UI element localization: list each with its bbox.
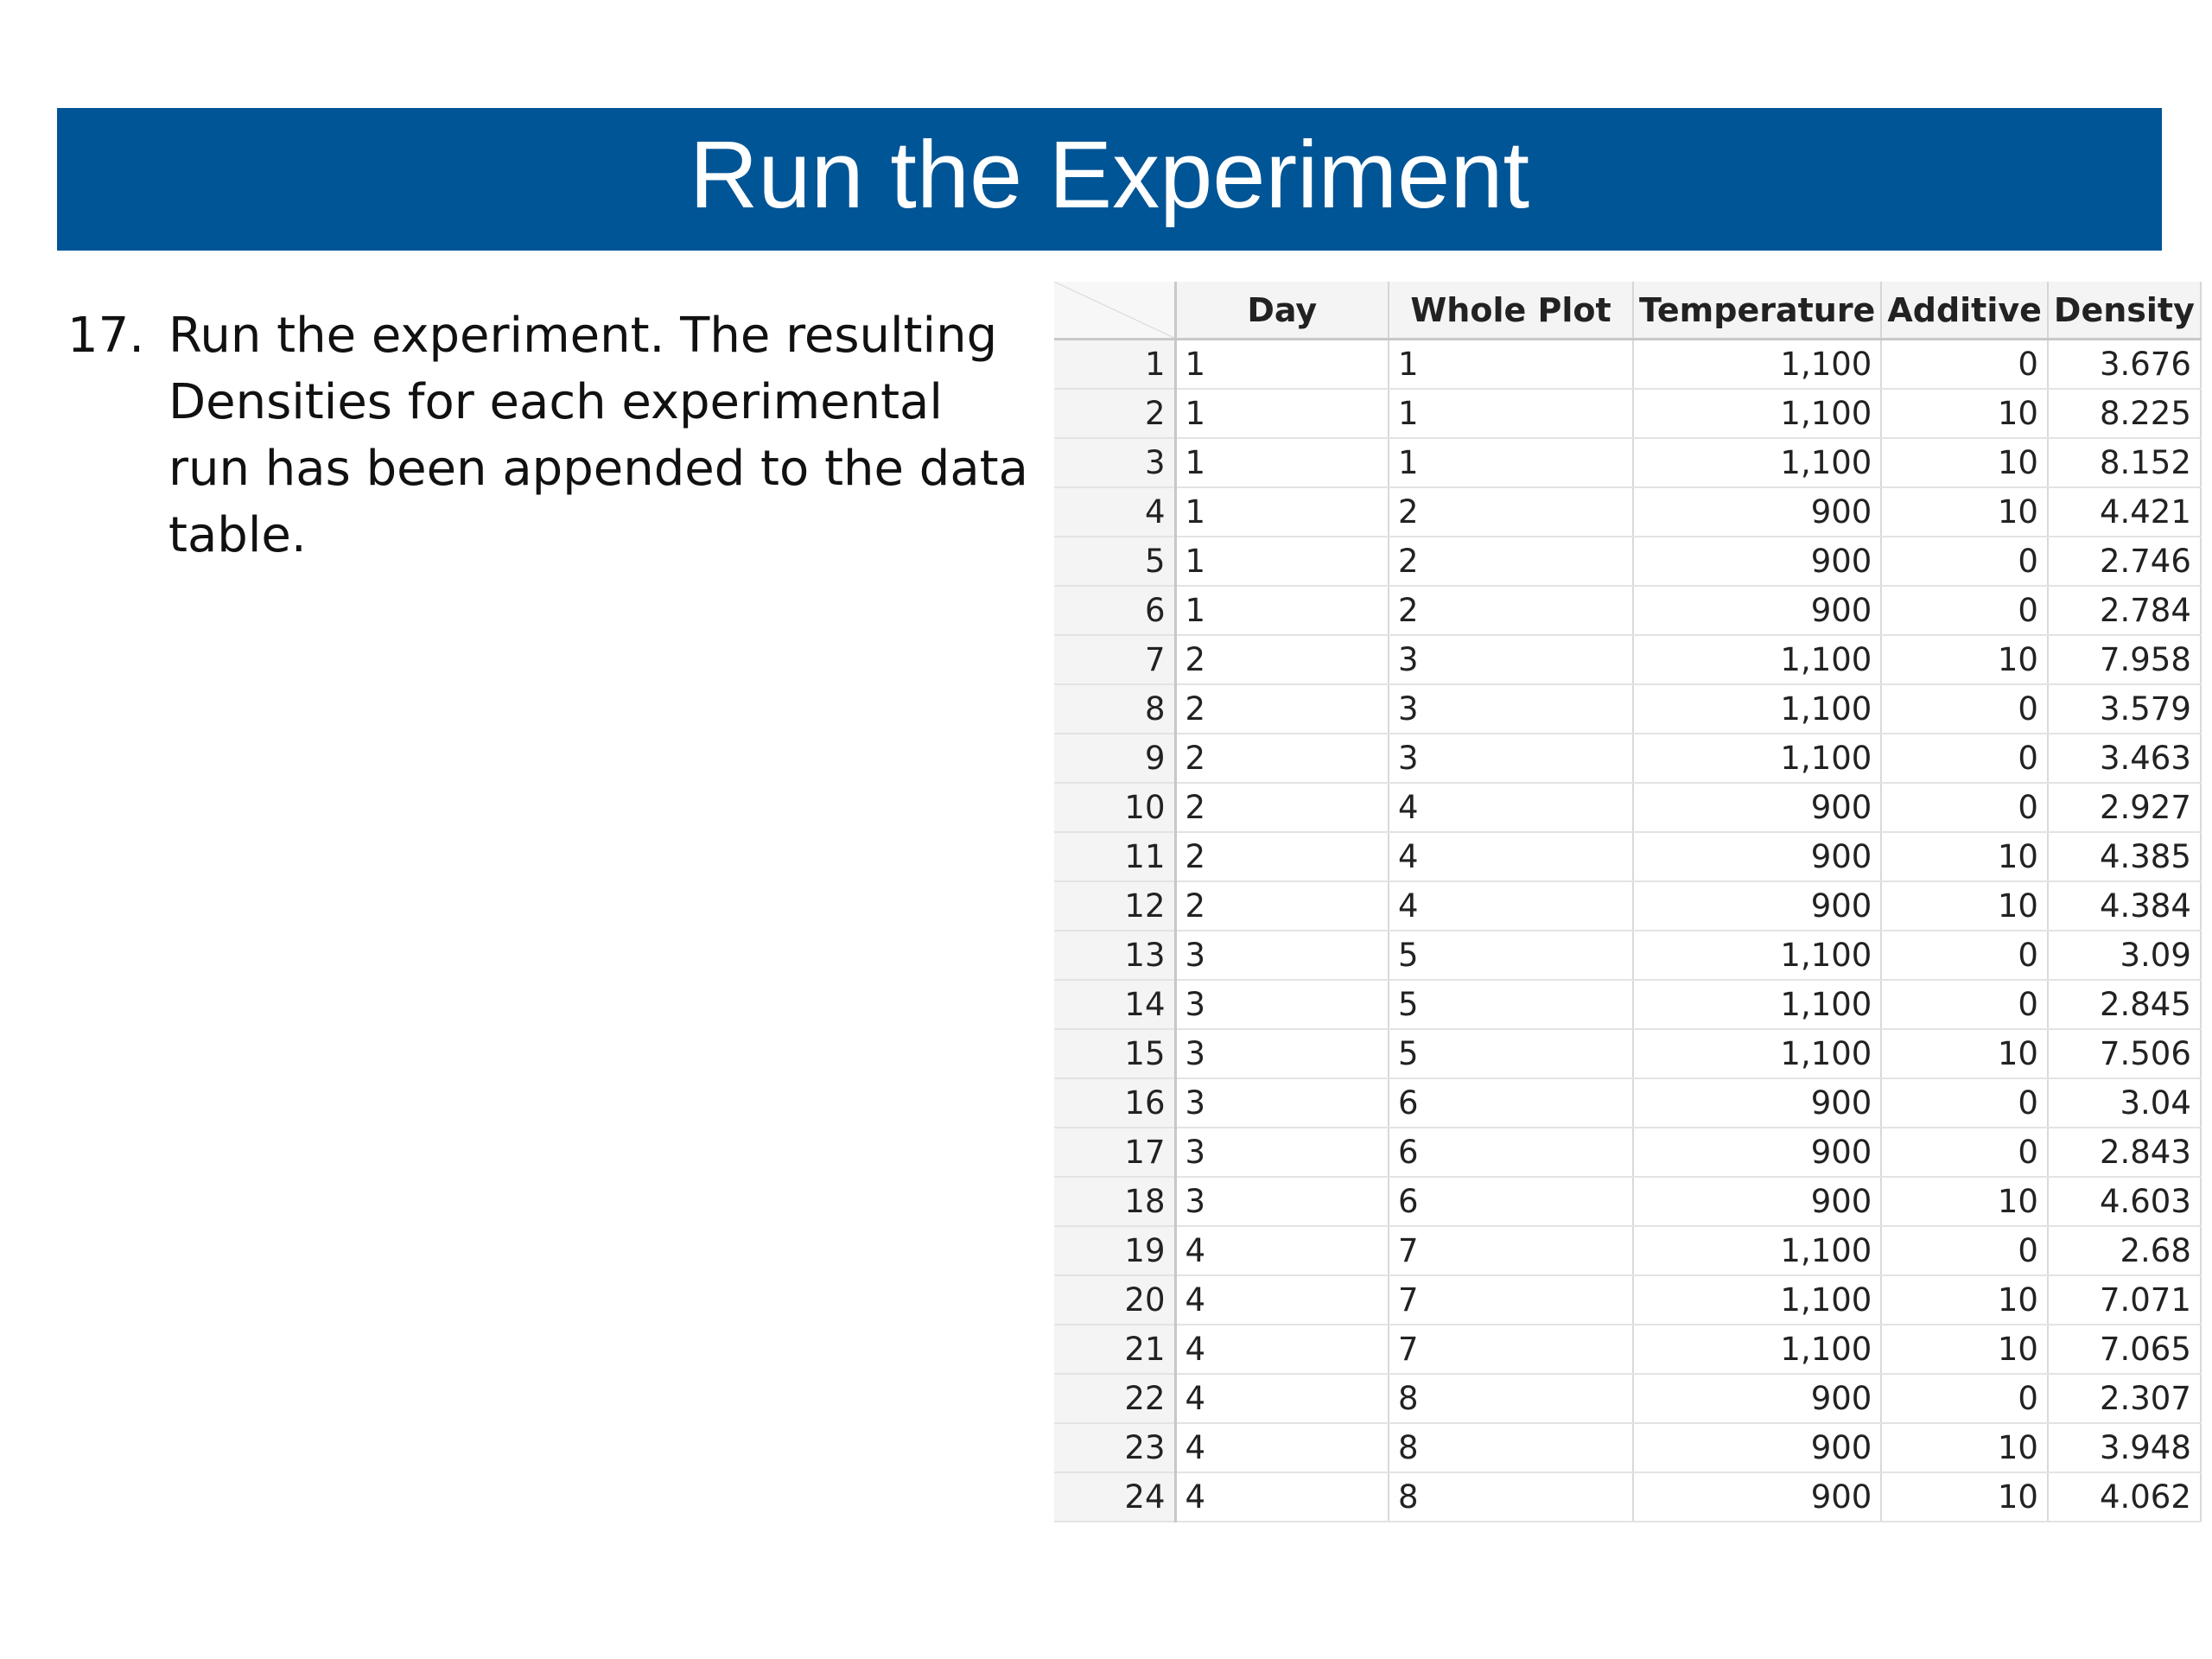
- column-header-whole-plot[interactable]: Whole Plot: [1389, 282, 1633, 340]
- cell-temperature[interactable]: 900: [1633, 832, 1881, 881]
- row-number[interactable]: 16: [1054, 1078, 1175, 1128]
- cell-whole-plot[interactable]: 6: [1389, 1128, 1633, 1177]
- table-row[interactable]: [1054, 1078, 2201, 1128]
- row-number[interactable]: 21: [1054, 1325, 1175, 1374]
- cell-density[interactable]: 2.843: [2048, 1128, 2201, 1177]
- table-row[interactable]: [1054, 832, 2201, 881]
- table-row[interactable]: [1054, 1275, 2201, 1325]
- table-row[interactable]: [1054, 980, 2201, 1029]
- cell-density[interactable]: 7.071: [2048, 1275, 2201, 1325]
- cell-density[interactable]: 3.948: [2048, 1423, 2201, 1472]
- step-text: Run the experiment. The resulting Densities for each experimental run has been appended to the data table.: [168, 308, 1028, 563]
- cell-density[interactable]: 4.385: [2048, 832, 2201, 881]
- column-header-temperature[interactable]: Temperature: [1633, 282, 1881, 340]
- cell-whole-plot[interactable]: 5: [1389, 1029, 1633, 1078]
- row-number[interactable]: 14: [1054, 980, 1175, 1029]
- row-number[interactable]: 20: [1054, 1275, 1175, 1325]
- row-number[interactable]: 22: [1054, 1374, 1175, 1423]
- table-row[interactable]: [1054, 635, 2201, 684]
- cell-density[interactable]: 2.68: [2048, 1226, 2201, 1275]
- cell-temperature[interactable]: 1,100: [1633, 1325, 1881, 1374]
- cell-temperature[interactable]: 1,100: [1633, 1226, 1881, 1275]
- column-header-additive[interactable]: Additive: [1881, 282, 2048, 340]
- cell-additive[interactable]: 0: [1881, 1128, 2048, 1177]
- row-number[interactable]: 3: [1054, 438, 1175, 487]
- table-row[interactable]: [1054, 684, 2201, 734]
- cell-day[interactable]: 4: [1175, 1325, 1389, 1374]
- cell-density[interactable]: 2.746: [2048, 537, 2201, 586]
- cell-whole-plot[interactable]: 6: [1389, 1177, 1633, 1226]
- cell-day[interactable]: 1: [1175, 389, 1389, 438]
- cell-whole-plot[interactable]: 4: [1389, 783, 1633, 832]
- cell-density[interactable]: 2.845: [2048, 980, 2201, 1029]
- table-row[interactable]: [1054, 783, 2201, 832]
- table-row[interactable]: [1054, 1472, 2201, 1522]
- cell-temperature[interactable]: 1,100: [1633, 340, 1881, 390]
- cell-additive[interactable]: 0: [1881, 1226, 2048, 1275]
- cell-additive[interactable]: 10: [1881, 1325, 2048, 1374]
- cell-density[interactable]: 7.506: [2048, 1029, 2201, 1078]
- table-row[interactable]: [1054, 1423, 2201, 1472]
- row-number[interactable]: 9: [1054, 734, 1175, 783]
- cell-density[interactable]: 3.579: [2048, 684, 2201, 734]
- cell-whole-plot[interactable]: 3: [1389, 635, 1633, 684]
- table-row[interactable]: [1054, 1177, 2201, 1226]
- cell-day[interactable]: 1: [1175, 438, 1389, 487]
- cell-density[interactable]: 4.384: [2048, 881, 2201, 931]
- cell-temperature[interactable]: 1,100: [1633, 734, 1881, 783]
- cell-density[interactable]: 2.307: [2048, 1374, 2201, 1423]
- table-row[interactable]: [1054, 438, 2201, 487]
- cell-density[interactable]: 4.603: [2048, 1177, 2201, 1226]
- row-number[interactable]: 8: [1054, 684, 1175, 734]
- cell-additive[interactable]: 0: [1881, 537, 2048, 586]
- title-banner: [57, 108, 2162, 251]
- table-body: [1054, 340, 2201, 1522]
- cell-day[interactable]: 1: [1175, 340, 1389, 390]
- table-row[interactable]: [1054, 931, 2201, 980]
- row-number[interactable]: 7: [1054, 635, 1175, 684]
- cell-day[interactable]: 1: [1175, 537, 1389, 586]
- cell-additive[interactable]: 10: [1881, 487, 2048, 537]
- cell-additive[interactable]: 10: [1881, 881, 2048, 931]
- cell-temperature[interactable]: 1,100: [1633, 389, 1881, 438]
- cell-day[interactable]: 4: [1175, 1423, 1389, 1472]
- cell-density[interactable]: 3.04: [2048, 1078, 2201, 1128]
- cell-additive[interactable]: 10: [1881, 832, 2048, 881]
- cell-day[interactable]: 3: [1175, 1128, 1389, 1177]
- cell-temperature[interactable]: 900: [1633, 1128, 1881, 1177]
- cell-day[interactable]: 2: [1175, 881, 1389, 931]
- cell-density[interactable]: 8.225: [2048, 389, 2201, 438]
- cell-additive[interactable]: 0: [1881, 980, 2048, 1029]
- cell-density[interactable]: 4.421: [2048, 487, 2201, 537]
- cell-density[interactable]: 3.676: [2048, 340, 2201, 390]
- row-number[interactable]: 23: [1054, 1423, 1175, 1472]
- cell-additive[interactable]: 0: [1881, 734, 2048, 783]
- row-number[interactable]: 4: [1054, 487, 1175, 537]
- cell-day[interactable]: 3: [1175, 980, 1389, 1029]
- cell-day[interactable]: 2: [1175, 635, 1389, 684]
- cell-additive[interactable]: 10: [1881, 389, 2048, 438]
- table-row[interactable]: [1054, 586, 2201, 635]
- cell-additive[interactable]: 0: [1881, 1374, 2048, 1423]
- cell-temperature[interactable]: 900: [1633, 1374, 1881, 1423]
- cell-additive[interactable]: 10: [1881, 635, 2048, 684]
- table-row[interactable]: [1054, 1029, 2201, 1078]
- cell-whole-plot[interactable]: 8: [1389, 1423, 1633, 1472]
- cell-temperature[interactable]: 1,100: [1633, 931, 1881, 980]
- cell-additive[interactable]: 10: [1881, 1275, 2048, 1325]
- cell-whole-plot[interactable]: 1: [1389, 389, 1633, 438]
- cell-whole-plot[interactable]: 7: [1389, 1325, 1633, 1374]
- table-row[interactable]: [1054, 389, 2201, 438]
- cell-whole-plot[interactable]: 1: [1389, 340, 1633, 390]
- column-header-day[interactable]: Day: [1175, 282, 1389, 340]
- cell-additive[interactable]: 0: [1881, 586, 2048, 635]
- cell-temperature[interactable]: 1,100: [1633, 438, 1881, 487]
- cell-day[interactable]: 3: [1175, 1078, 1389, 1128]
- row-number[interactable]: 19: [1054, 1226, 1175, 1275]
- cell-whole-plot[interactable]: 3: [1389, 684, 1633, 734]
- cell-day[interactable]: 1: [1175, 586, 1389, 635]
- cell-temperature[interactable]: 1,100: [1633, 980, 1881, 1029]
- cell-additive[interactable]: 0: [1881, 1078, 2048, 1128]
- cell-temperature[interactable]: 900: [1633, 487, 1881, 537]
- cell-additive[interactable]: 0: [1881, 684, 2048, 734]
- cell-temperature[interactable]: 900: [1633, 881, 1881, 931]
- table-row[interactable]: [1054, 734, 2201, 783]
- row-number[interactable]: 1: [1054, 340, 1175, 390]
- table-row[interactable]: [1054, 1128, 2201, 1177]
- row-number[interactable]: 18: [1054, 1177, 1175, 1226]
- row-number[interactable]: 24: [1054, 1472, 1175, 1522]
- table-row[interactable]: [1054, 881, 2201, 931]
- cell-whole-plot[interactable]: 7: [1389, 1275, 1633, 1325]
- cell-temperature[interactable]: 900: [1633, 1078, 1881, 1128]
- cell-temperature[interactable]: 900: [1633, 537, 1881, 586]
- cell-temperature[interactable]: 900: [1633, 1177, 1881, 1226]
- cell-whole-plot[interactable]: 4: [1389, 832, 1633, 881]
- cell-day[interactable]: 2: [1175, 832, 1389, 881]
- table-row[interactable]: [1054, 537, 2201, 586]
- cell-day[interactable]: 2: [1175, 684, 1389, 734]
- table-row[interactable]: [1054, 340, 2201, 390]
- cell-density[interactable]: 3.09: [2048, 931, 2201, 980]
- cell-density[interactable]: 7.958: [2048, 635, 2201, 684]
- data-table-container: [1054, 282, 2202, 1522]
- cell-whole-plot[interactable]: 5: [1389, 931, 1633, 980]
- cell-whole-plot[interactable]: 7: [1389, 1226, 1633, 1275]
- cell-additive[interactable]: 10: [1881, 1423, 2048, 1472]
- cell-whole-plot[interactable]: 3: [1389, 734, 1633, 783]
- row-number[interactable]: 6: [1054, 586, 1175, 635]
- cell-day[interactable]: 4: [1175, 1472, 1389, 1522]
- cell-whole-plot[interactable]: 1: [1389, 438, 1633, 487]
- cell-day[interactable]: 3: [1175, 931, 1389, 980]
- row-number[interactable]: 5: [1054, 537, 1175, 586]
- cell-whole-plot[interactable]: 2: [1389, 537, 1633, 586]
- cell-day[interactable]: 2: [1175, 783, 1389, 832]
- cell-density[interactable]: 7.065: [2048, 1325, 2201, 1374]
- step-number: 17.: [67, 308, 145, 364]
- cell-additive[interactable]: 0: [1881, 931, 2048, 980]
- cell-whole-plot[interactable]: 2: [1389, 487, 1633, 537]
- cell-whole-plot[interactable]: 6: [1389, 1078, 1633, 1128]
- cell-density[interactable]: 3.463: [2048, 734, 2201, 783]
- table-row[interactable]: [1054, 1226, 2201, 1275]
- cell-density[interactable]: 4.062: [2048, 1472, 2201, 1522]
- column-header-density[interactable]: Density: [2048, 282, 2201, 340]
- cell-additive[interactable]: 0: [1881, 340, 2048, 390]
- cell-density[interactable]: 8.152: [2048, 438, 2201, 487]
- row-number[interactable]: 17: [1054, 1128, 1175, 1177]
- row-number[interactable]: 15: [1054, 1029, 1175, 1078]
- cell-additive[interactable]: 10: [1881, 1472, 2048, 1522]
- cell-day[interactable]: 2: [1175, 734, 1389, 783]
- row-number[interactable]: 11: [1054, 832, 1175, 881]
- cell-temperature[interactable]: 1,100: [1633, 635, 1881, 684]
- slide-title: Run the Experiment: [689, 121, 1530, 228]
- row-number[interactable]: 10: [1054, 783, 1175, 832]
- cell-whole-plot[interactable]: 5: [1389, 980, 1633, 1029]
- cell-day[interactable]: 4: [1175, 1374, 1389, 1423]
- cell-day[interactable]: 3: [1175, 1177, 1389, 1226]
- cell-whole-plot[interactable]: 8: [1389, 1472, 1633, 1522]
- cell-whole-plot[interactable]: 4: [1389, 881, 1633, 931]
- cell-temperature[interactable]: 900: [1633, 586, 1881, 635]
- cell-additive[interactable]: 0: [1881, 783, 2048, 832]
- cell-density[interactable]: 2.784: [2048, 586, 2201, 635]
- cell-whole-plot[interactable]: 2: [1389, 586, 1633, 635]
- cell-day[interactable]: 4: [1175, 1275, 1389, 1325]
- cell-density[interactable]: 2.927: [2048, 783, 2201, 832]
- cell-additive[interactable]: 10: [1881, 1177, 2048, 1226]
- table-header-row: [1054, 282, 2201, 340]
- cell-temperature[interactable]: 900: [1633, 783, 1881, 832]
- table-row[interactable]: [1054, 1325, 2201, 1374]
- cell-temperature[interactable]: 1,100: [1633, 1029, 1881, 1078]
- row-number[interactable]: 12: [1054, 881, 1175, 931]
- table-row[interactable]: [1054, 487, 2201, 537]
- row-number[interactable]: 13: [1054, 931, 1175, 980]
- table-corner[interactable]: [1054, 282, 1175, 340]
- cell-temperature[interactable]: 1,100: [1633, 684, 1881, 734]
- cell-temperature[interactable]: 900: [1633, 1472, 1881, 1522]
- row-number[interactable]: 2: [1054, 389, 1175, 438]
- cell-temperature[interactable]: 900: [1633, 1423, 1881, 1472]
- cell-additive[interactable]: 10: [1881, 1029, 2048, 1078]
- cell-temperature[interactable]: 1,100: [1633, 1275, 1881, 1325]
- cell-day[interactable]: 1: [1175, 487, 1389, 537]
- cell-day[interactable]: 3: [1175, 1029, 1389, 1078]
- cell-day[interactable]: 4: [1175, 1226, 1389, 1275]
- cell-additive[interactable]: 10: [1881, 438, 2048, 487]
- table-row[interactable]: [1054, 1374, 2201, 1423]
- data-table: [1054, 282, 2202, 1522]
- cell-whole-plot[interactable]: 8: [1389, 1374, 1633, 1423]
